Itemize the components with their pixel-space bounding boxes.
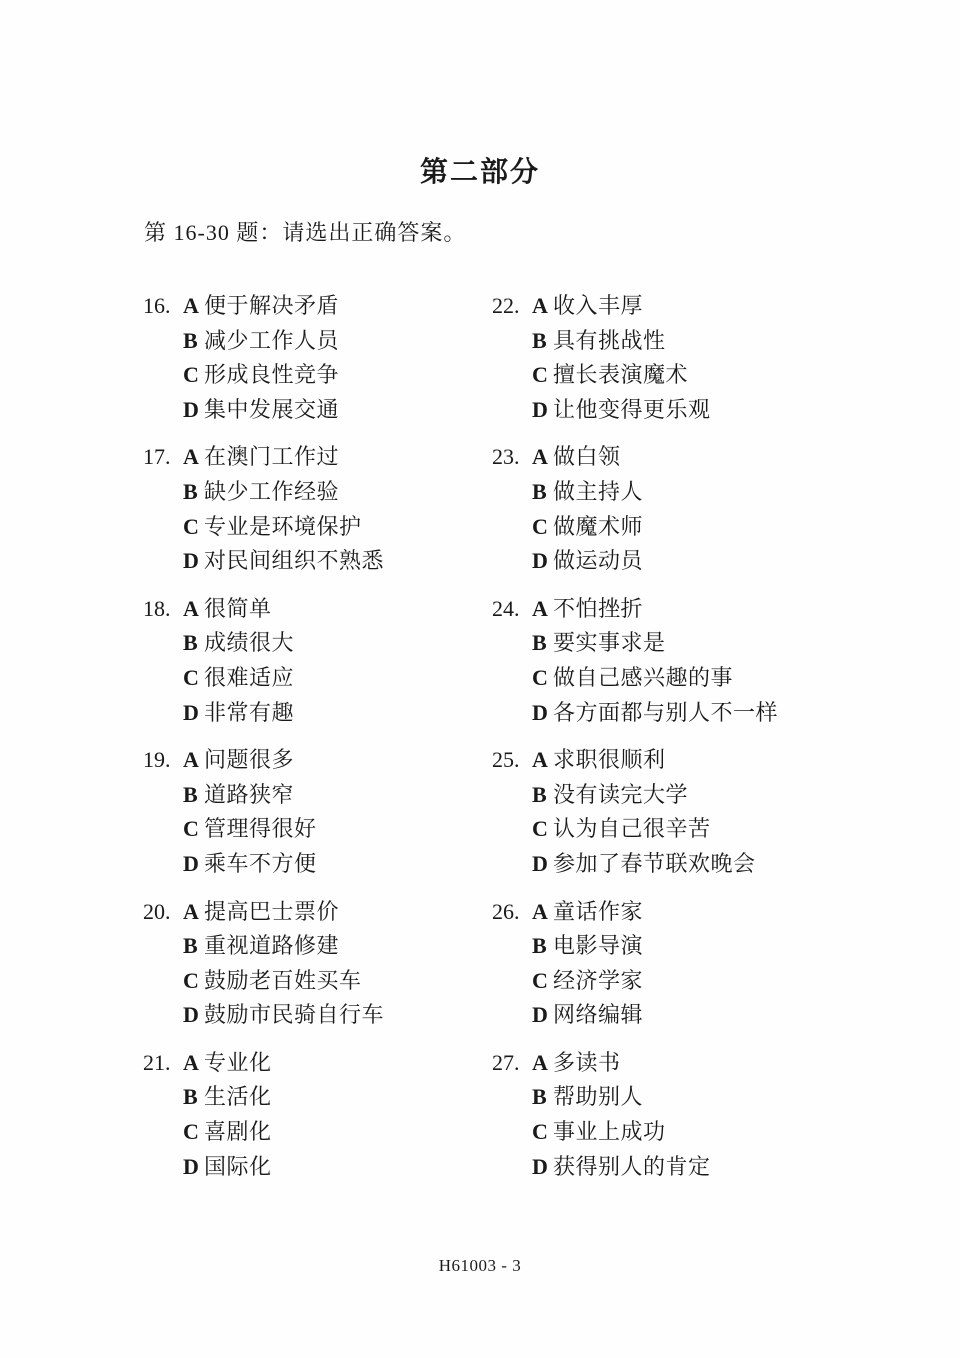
option-letter: B bbox=[183, 327, 198, 353]
option-row bbox=[143, 475, 492, 510]
option-row bbox=[492, 696, 960, 731]
option-row bbox=[143, 592, 492, 627]
option-letter: B bbox=[532, 1084, 547, 1110]
question-block bbox=[143, 440, 492, 578]
option-letter: C bbox=[532, 513, 548, 539]
option-letter: A bbox=[532, 444, 548, 470]
option-text: 缺少工作经验 bbox=[204, 478, 340, 504]
option-text: 各方面都与别人不一样 bbox=[553, 699, 779, 725]
option-letter: D bbox=[532, 1002, 548, 1028]
option-row bbox=[143, 626, 492, 661]
option-text: 要实事求是 bbox=[553, 630, 666, 656]
option-text: 道路狭窄 bbox=[204, 781, 295, 807]
option-text: 做主持人 bbox=[553, 478, 644, 504]
option-letter: D bbox=[183, 396, 199, 422]
option-row bbox=[143, 998, 492, 1033]
option-row bbox=[143, 510, 492, 545]
option-letter: B bbox=[183, 781, 198, 807]
option-letter: B bbox=[183, 1084, 198, 1110]
option-text: 鼓励老百姓买车 bbox=[204, 967, 362, 993]
option-text: 问题很多 bbox=[204, 747, 295, 773]
option-text: 国际化 bbox=[204, 1153, 272, 1179]
option-row bbox=[143, 661, 492, 696]
option-letter: A bbox=[532, 293, 548, 318]
option-row bbox=[492, 592, 960, 627]
option-letter: A bbox=[183, 898, 199, 924]
option-letter: A bbox=[532, 1049, 548, 1075]
option-row bbox=[492, 998, 960, 1033]
option-row bbox=[143, 847, 492, 882]
option-row bbox=[143, 812, 492, 847]
option-text: 事业上成功 bbox=[553, 1119, 666, 1145]
option-text: 鼓励市民骑自行车 bbox=[204, 1002, 385, 1028]
option-row bbox=[492, 895, 960, 930]
question-block bbox=[143, 895, 492, 1033]
option-row bbox=[492, 1115, 960, 1150]
option-row bbox=[492, 358, 960, 393]
questions-column-left bbox=[143, 289, 492, 1197]
option-letter: C bbox=[532, 664, 548, 690]
option-row bbox=[143, 964, 492, 999]
option-row bbox=[492, 929, 960, 964]
option-text: 对民间组织不熟悉 bbox=[204, 548, 385, 574]
option-text: 提高巴士票价 bbox=[204, 898, 340, 924]
option-text: 参加了春节联欢晚会 bbox=[553, 850, 756, 876]
option-text: 集中发展交通 bbox=[204, 396, 340, 422]
section-title: 第二部分 bbox=[419, 157, 540, 188]
question-block bbox=[492, 289, 960, 427]
option-letter: B bbox=[532, 781, 547, 807]
option-row bbox=[492, 1150, 960, 1185]
option-row bbox=[492, 544, 960, 579]
option-row bbox=[143, 358, 492, 393]
option-row bbox=[143, 895, 492, 930]
questions-column-right bbox=[492, 289, 960, 1197]
question-block bbox=[143, 743, 492, 881]
option-row bbox=[143, 289, 492, 324]
question-number: 21. bbox=[143, 1049, 171, 1075]
option-text: 不怕挫折 bbox=[553, 595, 644, 621]
option-letter: A bbox=[532, 898, 548, 924]
option-row bbox=[492, 393, 960, 428]
option-row bbox=[143, 1150, 492, 1185]
option-letter: A bbox=[532, 747, 548, 773]
option-row bbox=[492, 289, 960, 324]
option-text: 没有读完大学 bbox=[553, 781, 689, 807]
option-letter: C bbox=[532, 1119, 548, 1145]
option-letter: D bbox=[532, 396, 548, 422]
question-block bbox=[492, 743, 960, 881]
question-number: 23. bbox=[492, 444, 520, 470]
question-block bbox=[143, 592, 492, 730]
option-text: 做自己感兴趣的事 bbox=[553, 664, 734, 690]
option-letter: C bbox=[183, 513, 199, 539]
question-number: 20. bbox=[143, 898, 171, 924]
option-row bbox=[492, 626, 960, 661]
option-letter: A bbox=[183, 595, 199, 621]
option-letter: C bbox=[183, 816, 199, 842]
option-letter: B bbox=[532, 327, 547, 353]
option-text: 认为自己很辛苦 bbox=[553, 816, 711, 842]
question-number: 19. bbox=[143, 747, 171, 773]
option-text: 多读书 bbox=[553, 1049, 621, 1075]
option-letter: C bbox=[532, 816, 548, 842]
option-text: 求职很顺利 bbox=[553, 747, 666, 773]
option-letter: D bbox=[532, 850, 548, 876]
option-letter: D bbox=[183, 699, 199, 725]
page-code-footer: H61003 - 3 bbox=[438, 1256, 522, 1275]
option-row bbox=[492, 847, 960, 882]
question-number: 24. bbox=[492, 595, 520, 621]
option-row bbox=[143, 696, 492, 731]
option-row bbox=[492, 1046, 960, 1081]
option-letter: C bbox=[183, 967, 199, 993]
question-block bbox=[492, 1046, 960, 1184]
option-text: 做魔术师 bbox=[553, 513, 644, 539]
option-row bbox=[143, 1115, 492, 1150]
option-text: 乘车不方便 bbox=[204, 850, 317, 876]
option-text: 减少工作人员 bbox=[204, 327, 340, 353]
question-number: 25. bbox=[492, 747, 520, 773]
option-text: 童话作家 bbox=[553, 898, 644, 924]
option-text: 专业是环境保护 bbox=[204, 513, 362, 539]
question-block bbox=[492, 592, 960, 730]
option-text: 电影导演 bbox=[553, 933, 644, 959]
option-row bbox=[492, 812, 960, 847]
question-block bbox=[492, 440, 960, 578]
option-row bbox=[143, 393, 492, 428]
option-text: 做白领 bbox=[553, 444, 621, 470]
question-block bbox=[143, 1046, 492, 1184]
option-letter: C bbox=[183, 1119, 199, 1145]
question-number: 17. bbox=[143, 444, 171, 470]
option-letter: B bbox=[532, 933, 547, 959]
option-text: 很简单 bbox=[204, 595, 272, 621]
option-text: 形成良性竞争 bbox=[204, 362, 340, 388]
option-letter: B bbox=[532, 478, 547, 504]
option-row bbox=[143, 440, 492, 475]
option-text: 获得别人的肯定 bbox=[553, 1153, 711, 1179]
option-row bbox=[143, 743, 492, 778]
option-text: 让他变得更乐观 bbox=[553, 396, 711, 422]
question-block bbox=[143, 289, 492, 427]
option-row bbox=[143, 929, 492, 964]
option-letter: D bbox=[183, 548, 199, 574]
option-text: 在澳门工作过 bbox=[204, 444, 340, 470]
questions-grid bbox=[0, 289, 960, 1197]
option-letter: D bbox=[532, 1153, 548, 1179]
option-text: 网络编辑 bbox=[553, 1002, 644, 1028]
option-letter: B bbox=[183, 478, 198, 504]
option-letter: D bbox=[183, 850, 199, 876]
option-text: 便于解决矛盾 bbox=[204, 293, 340, 318]
option-text: 具有挑战性 bbox=[553, 327, 666, 353]
option-row bbox=[143, 324, 492, 359]
option-text: 非常有趣 bbox=[204, 699, 295, 725]
option-text: 成绩很大 bbox=[204, 630, 295, 656]
option-letter: A bbox=[183, 444, 199, 470]
option-row bbox=[492, 440, 960, 475]
option-letter: B bbox=[183, 630, 198, 656]
option-letter: D bbox=[183, 1002, 199, 1028]
option-letter: A bbox=[183, 1049, 199, 1075]
question-number: 18. bbox=[143, 595, 171, 621]
option-row bbox=[143, 778, 492, 813]
option-text: 重视道路修建 bbox=[204, 933, 340, 959]
question-number: 16. bbox=[143, 293, 171, 318]
option-text: 擅长表演魔术 bbox=[553, 362, 689, 388]
instruction-text: 第 16-30 题：请选出正确答案。 bbox=[144, 220, 467, 245]
option-text: 很难适应 bbox=[204, 664, 295, 690]
option-row bbox=[143, 1080, 492, 1115]
option-letter: A bbox=[183, 293, 199, 318]
option-letter: D bbox=[532, 699, 548, 725]
option-row bbox=[492, 510, 960, 545]
option-letter: D bbox=[532, 548, 548, 574]
option-letter: C bbox=[532, 967, 548, 993]
option-row bbox=[492, 778, 960, 813]
option-text: 管理得很好 bbox=[204, 816, 317, 842]
question-number: 26. bbox=[492, 898, 520, 924]
option-row bbox=[492, 1080, 960, 1115]
option-letter: C bbox=[532, 362, 548, 388]
question-number: 22. bbox=[492, 293, 520, 318]
option-letter: D bbox=[183, 1153, 199, 1179]
option-text: 帮助别人 bbox=[553, 1084, 644, 1110]
option-row bbox=[492, 324, 960, 359]
option-row bbox=[492, 743, 960, 778]
option-row bbox=[492, 661, 960, 696]
option-text: 生活化 bbox=[204, 1084, 272, 1110]
option-row bbox=[143, 544, 492, 579]
option-letter: C bbox=[183, 362, 199, 388]
option-letter: B bbox=[183, 933, 198, 959]
option-row bbox=[492, 964, 960, 999]
question-number: 27. bbox=[492, 1049, 520, 1075]
option-letter: C bbox=[183, 664, 199, 690]
option-row bbox=[143, 1046, 492, 1081]
option-text: 做运动员 bbox=[553, 548, 644, 574]
option-letter: B bbox=[532, 630, 547, 656]
option-text: 收入丰厚 bbox=[553, 293, 644, 318]
question-block bbox=[492, 895, 960, 1033]
option-text: 经济学家 bbox=[553, 967, 644, 993]
option-letter: A bbox=[532, 595, 548, 621]
option-row bbox=[492, 475, 960, 510]
option-text: 专业化 bbox=[204, 1049, 272, 1075]
option-text: 喜剧化 bbox=[204, 1119, 272, 1145]
option-letter: A bbox=[183, 747, 199, 773]
